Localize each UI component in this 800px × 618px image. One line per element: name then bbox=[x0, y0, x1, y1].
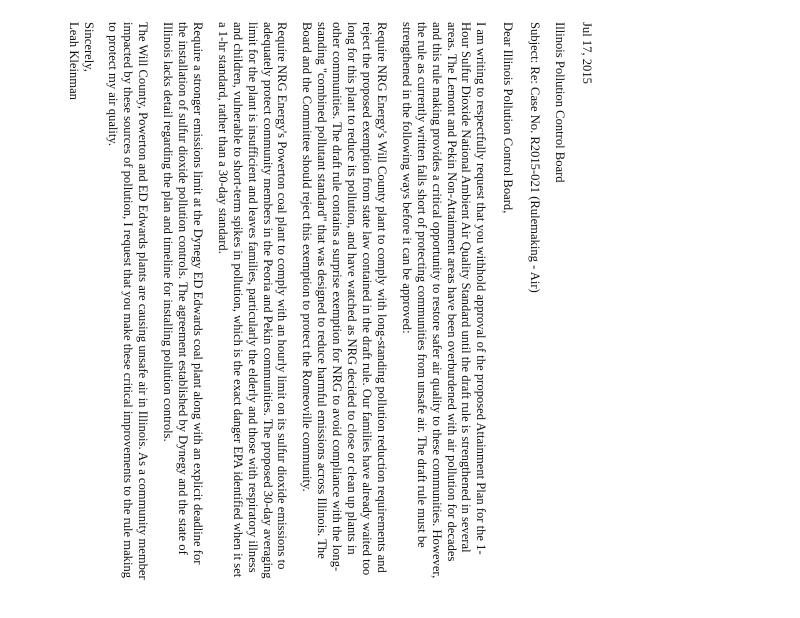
letter-greeting: Dear Illinois Pollution Control Board, bbox=[501, 22, 516, 214]
letter-recipient: Illinois Pollution Control Board bbox=[553, 22, 568, 183]
letter-paragraph-intro: I am writing to respectfully request that you withhold approval of the proposed Attainment Plan for the 1-Hour Sulfur Dioxide National Ambient Air Quality Standard until the draft rule is strengthened in several areas. The Lemont and Pekin Non-Attainment areas have been overburdened with air pollution for decades and this rule making provides a critical opportunity to restore safer air quality to these communities. However, the rule as currently written falls short of protecting communities from unsafe air. The draft rule must be strengthened in the following ways before it can be approved: bbox=[399, 22, 489, 579]
letter-paragraph-ed-edwards: Require a stronger emissions limit at the Dynegy ED Edwards coal plant along with an explicit deadline for the installation of sulfur dioxide pollution controls. The agreement established by Dynegy and the state of Illinois lacks detail regarding the plan and timeline for installing pollution controls. bbox=[161, 22, 205, 565]
letter-paragraph-will-county: Require NRG Energy's Will County plant to comply with long-standing pollution reduction requirements and reject the proposed exemption from state law contained in the draft rule. Our families have already waited too long for this plant to reduce its pollution, and have watched as NRG decided to close or clean up plants in other communities. The draft rule contains a surprise exemption for NRG to avoid compliance with the long-standing "combined pollutant standard" that was designed to reduce harmful emissions across Illinois. The Board and the Committee should reject this exemption to protect the Romeoville community. bbox=[300, 22, 389, 576]
letter-paragraph-powerton: Require NRG Energy's Powerton coal plant to comply with an hourly limit on its sulfur dioxide emissions to adequately protect community members in the Peoria and Pekin communities. The proposed 30-day averaging limit for the plant is insufficient and leaves families, particularly the elderly and those with respiratory illness and children, vulnerable to short-term spikes in pollution, which is the exact danger EPA identified when it set a 1-hr standard, rather than a 30-day standard. bbox=[215, 22, 290, 579]
letter-paragraph-conclusion: The Will County, Powerton and ED Edwards plants are causing unsafe air in Illinois. As a community member impacted by these sources of pollution, I request that you make these critical improvements to the rule making to protect my air quality. bbox=[106, 22, 151, 580]
letter-date: Jul 17, 2015 bbox=[580, 22, 594, 84]
letter-closing: Sincerely, bbox=[81, 22, 96, 72]
letter-signature: Leah Kleinman bbox=[66, 22, 81, 100]
letter-subject: Subject: Re: Case No. R2015-021 (Rulemaking - Air) bbox=[528, 22, 543, 293]
